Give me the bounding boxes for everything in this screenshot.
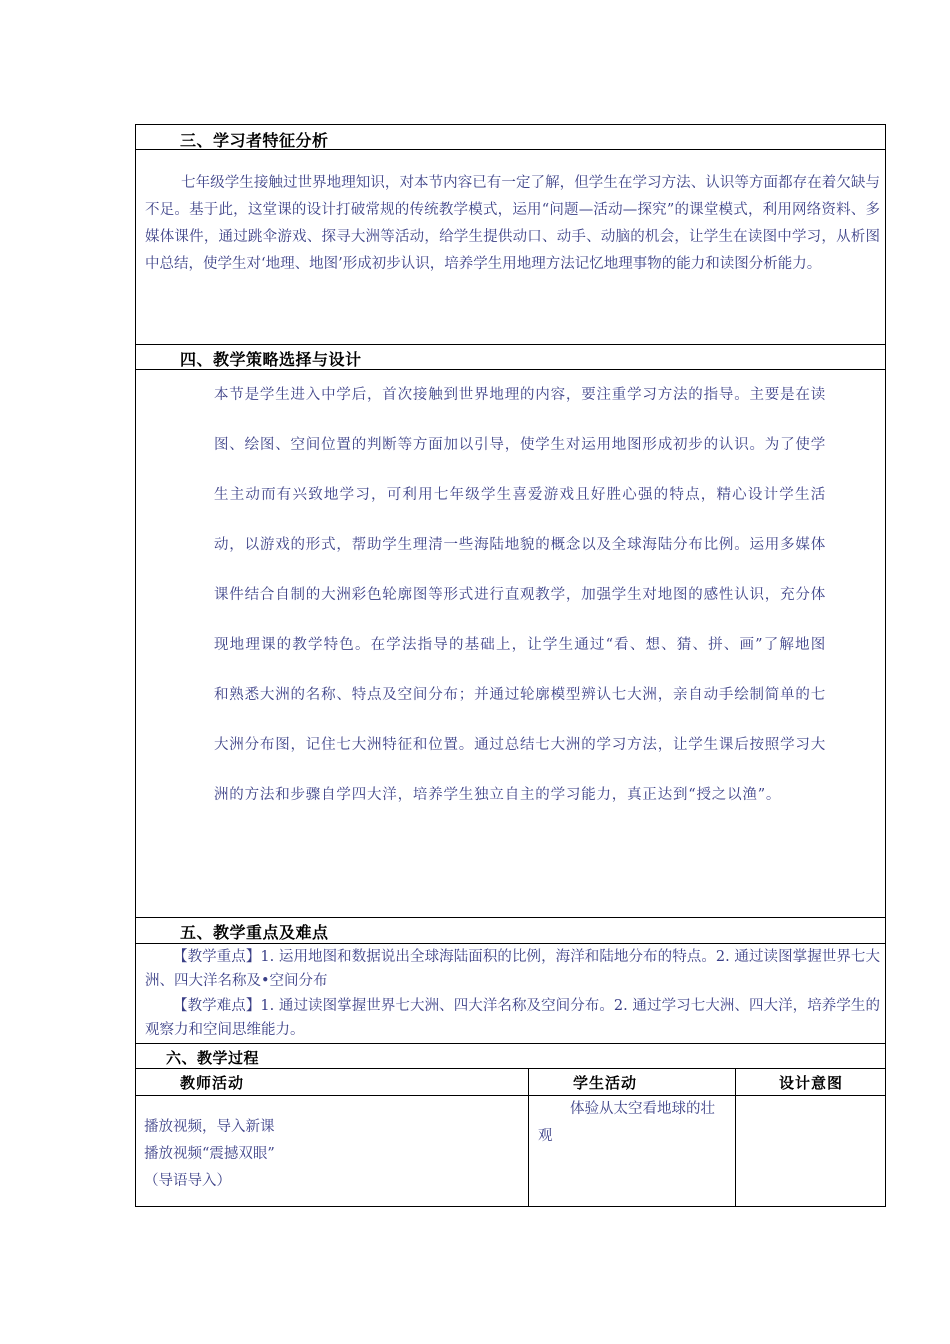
divider — [135, 1043, 886, 1044]
section6-heading: 六、教学过程 — [166, 1049, 260, 1067]
column-header-teacher: 教师活动 — [180, 1074, 245, 1092]
student-activity-text: 体验从太空看地球的壮观 — [538, 1101, 715, 1144]
section4-body: 本节是学生进入中学后，首次接触到世界地理的内容，要注重学习方法的指导。主要是在读图、绘图、空间位置的判断等方面加以引导，使学生对运用地图形成初步的认识。为了使学生主动而有兴致地学习，可利用七年级学生喜爱游戏且好胜心强的特点，精心设计学生活动，以游戏的形式，帮助学生理清一些海陆地貌的概念以及全球海陆分布比例。运用多媒体课件结合自制的大洲彩色轮廓图等形式进行直观教学，加强学生对地图的感性认识，充分体现地理课的教学特色。在学法指导的基础上，让学生通过“看、想、猜、拼、画”了解地图和熟悉大洲的名称、特点及空间分布；并通过轮廓模型辨认七大洲，亲自动手绘制简单的七大洲分布图，记住七大洲特征和位置。通过总结七大洲的学习方法，让学生课后按照学习大洲的方法和步骤自学四大洋，培养学生独立自主的学习能力，真正达到“授之以渔”。 — [214, 387, 826, 803]
teacher-activity-line: 播放视频，导入新课 — [144, 1119, 275, 1135]
section3-body: 七年级学生接触过世界地理知识，对本节内容已有一定了解，但学生在学习方法、认识等方面都存在着欠缺与不足。基于此，这堂课的设计打破常规的传统教学模式，运用“问题—活动—探究”的课堂模式，利用网络资料、多媒体课件，通过跳伞游戏、探寻大洲等活动，给学生提供动口、动手、动脑的机会，让学生在读图中学习，从析图中总结，使学生对‘地理、地图’形成初步认识，培养学生用地理方法记忆地理事物的能力和读图分析能力。 — [145, 175, 880, 272]
section3-heading: 三、学习者特征分析 — [180, 131, 329, 150]
divider — [135, 1068, 886, 1069]
teacher-activity-line: 播放视频“震撼双眼” — [144, 1146, 275, 1162]
table-border-bottom — [135, 1206, 886, 1207]
difficulty-text: 【教学难点】1. 通过读图掌握世界七大洲、四大洋名称及空间分布。2. 通过学习七大洲、四大洋，培养学生的观察力和空间思维能力。 — [145, 998, 880, 1038]
teacher-activity-line: （导语导入） — [144, 1173, 231, 1189]
divider — [135, 1095, 886, 1096]
column-header-student: 学生活动 — [573, 1074, 638, 1092]
column-header-design: 设计意图 — [779, 1074, 844, 1092]
divider — [135, 149, 886, 150]
section4-heading: 四、教学策略选择与设计 — [180, 350, 362, 369]
divider — [135, 943, 886, 944]
divider — [135, 344, 886, 345]
section5-heading: 五、教学重点及难点 — [180, 923, 329, 942]
key-point-text: 【教学重点】1. 运用地图和数据说出全球海陆面积的比例，海洋和陆地分布的特点。2. 通过读图掌握世界七大洲、四大洋名称及•空间分布 — [145, 949, 880, 989]
column-divider — [528, 1068, 529, 1207]
column-divider — [735, 1068, 736, 1207]
divider — [135, 917, 886, 918]
